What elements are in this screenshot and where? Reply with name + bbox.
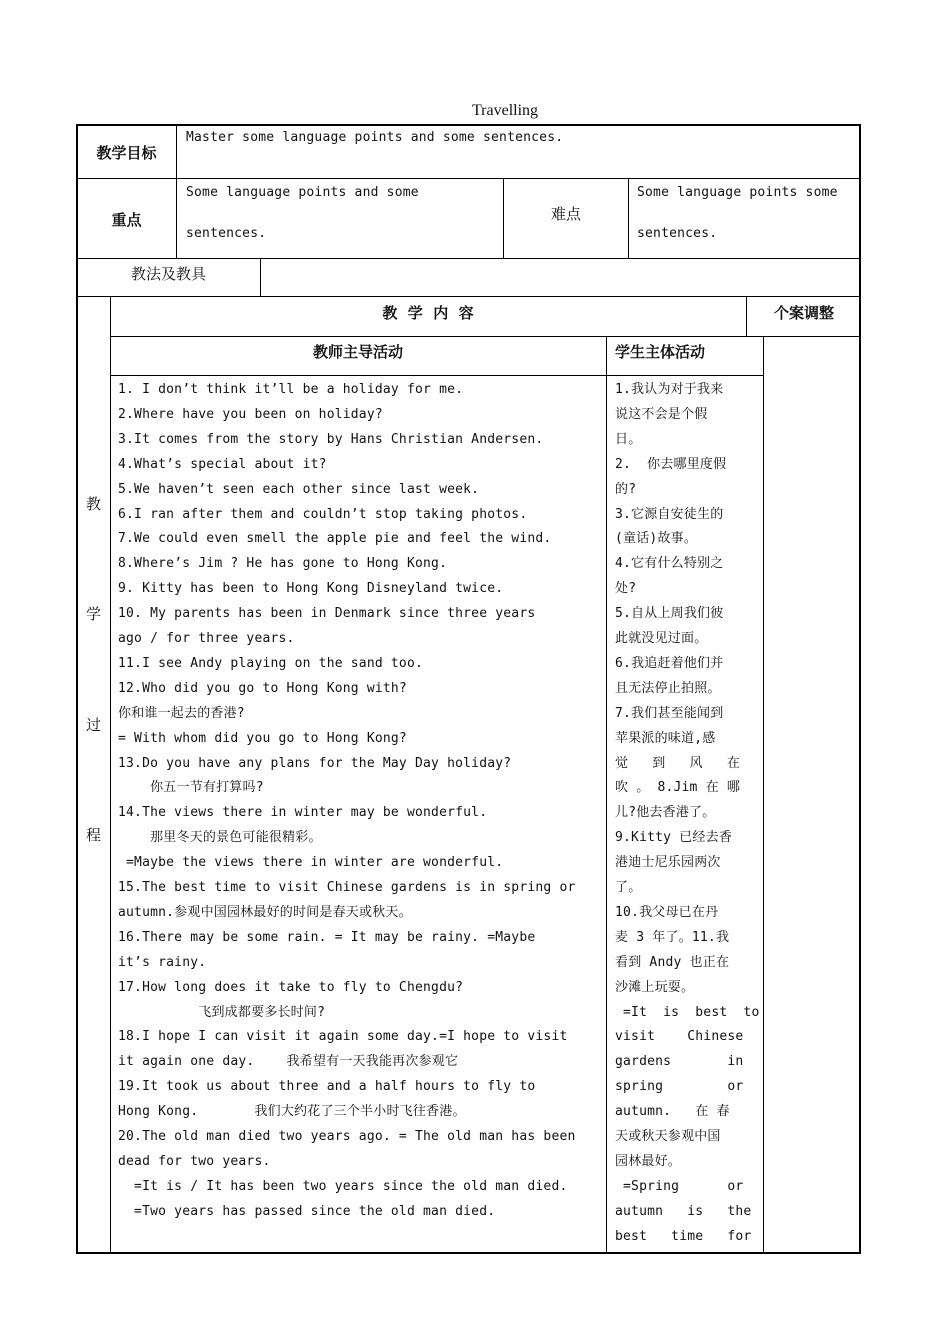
student-line: 麦 3 年了。11.我: [615, 929, 730, 945]
student-line: (童话)故事。: [615, 531, 698, 547]
col-divider: [176, 124, 177, 258]
col-divider: [110, 296, 111, 1254]
student-line: =It is best to: [615, 1004, 760, 1020]
content-header: 教 学 内 容: [382, 304, 474, 322]
teacher-line: 7.We could even smell the apple pie and feel the wind.: [118, 531, 552, 547]
document-title: Travelling: [471, 102, 539, 119]
row-divider: [76, 296, 861, 297]
student-line: 说这不会是个假: [615, 406, 708, 422]
student-line: =Spring or: [615, 1178, 744, 1194]
row-divider: [110, 375, 763, 376]
student-line: 觉 到 风 在: [615, 755, 741, 771]
teacher-line: 14.The views there in winter may be wonderful.: [118, 805, 488, 821]
teacher-line: =Two years has passed since the old man died.: [118, 1203, 496, 1219]
teacher-line: 8.Where’s Jim ? He has gone to Hong Kong.: [118, 556, 448, 572]
student-line: visit Chinese: [615, 1029, 744, 1045]
teacher-header: 教师主导活动: [312, 343, 403, 361]
teacher-line: dead for two years.: [118, 1153, 271, 1169]
teacher-line: 11.I see Andy playing on the sand too.: [118, 655, 424, 671]
teacher-line: 9. Kitty has been to Hong Kong Disneyland twice.: [118, 581, 504, 597]
objective-label: 教学目标: [96, 144, 157, 162]
row-divider: [76, 258, 861, 259]
process-label-char: 程: [85, 826, 101, 844]
student-line: 4.它有什么特别之: [615, 556, 724, 572]
teacher-line: it’s rainy.: [118, 954, 207, 970]
student-line: 港迪士尼乐园两次: [615, 855, 721, 871]
student-line: 日。: [615, 431, 642, 447]
student-line: 1.我认为对于我来: [615, 382, 724, 397]
student-header: 学生主体活动: [615, 343, 706, 361]
adjust-header: 个案调整: [773, 304, 834, 322]
process-label-char: 过: [85, 716, 101, 734]
student-line: 处?: [615, 581, 637, 597]
student-line: 且无法停止拍照。: [615, 680, 721, 696]
teacher-line: 4.What’s special about it?: [118, 456, 327, 472]
student-line: autumn. 在 春: [615, 1104, 730, 1120]
student-line: 沙滩上玩耍。: [615, 979, 695, 995]
teacher-line: 20.The old man died two years ago. = The old man has been: [118, 1129, 576, 1144]
key-points-line2: sentences.: [186, 226, 267, 241]
row-divider: [110, 336, 861, 337]
teacher-line: 6.I ran after them and couldn’t stop taking photos.: [118, 506, 528, 522]
objective-value: Master some language points and some sentences.: [186, 130, 564, 145]
student-line: autumn is the: [615, 1203, 752, 1219]
student-line: 的?: [615, 481, 637, 497]
student-line: 9.Kitty 已经去香: [615, 830, 733, 846]
student-line: best time for: [615, 1228, 752, 1244]
col-divider: [606, 336, 607, 1254]
student-line: 3.它源自安徒生的: [615, 506, 724, 522]
teacher-line: 10. My parents has been in Denmark since three years: [118, 606, 536, 622]
student-line: 此就没见过面。: [615, 631, 708, 646]
key-points-label: 重点: [111, 211, 142, 229]
key-points-line1: Some language points and some: [186, 185, 419, 200]
teacher-line: 飞到成都要多长时间?: [118, 1004, 326, 1020]
student-line: spring or: [615, 1079, 744, 1095]
row-divider: [76, 178, 861, 179]
teacher-line: ago / for three years.: [118, 631, 295, 646]
student-line: 园林最好。: [615, 1153, 682, 1169]
student-line: 了。: [615, 880, 642, 895]
difficulties-label: 难点: [550, 205, 581, 223]
teacher-line: 12.Who did you go to Hong Kong with?: [118, 680, 407, 696]
teacher-line: 17.How long does it take to fly to Chengdu?: [118, 979, 464, 995]
teacher-line: 1. I don’t think it’ll be a holiday for me.: [118, 382, 464, 397]
teacher-line: autumn.参观中国园林最好的时间是春天或秋天。: [118, 904, 412, 920]
student-line: 吹 。 8.Jim 在 哪: [615, 780, 741, 796]
student-line: 6.我追赶着他们并: [615, 655, 724, 671]
col-divider: [260, 258, 261, 296]
teacher-line: 15.The best time to visit Chinese gardens is in spring or: [118, 880, 576, 895]
teacher-line: = With whom did you go to Hong Kong?: [118, 730, 407, 746]
teacher-line: 3.It comes from the story by Hans Christian Andersen.: [118, 431, 544, 447]
teacher-line: 2.Where have you been on holiday?: [118, 406, 383, 422]
teacher-line: 19.It took us about three and a half hours to fly to: [118, 1079, 536, 1095]
process-label-char: 教: [85, 495, 101, 513]
difficulties-line1: Some language points some: [637, 185, 838, 200]
student-line: 看到 Andy 也正在: [615, 954, 730, 970]
col-divider: [628, 178, 629, 258]
student-line: 5.自从上周我们彼: [615, 606, 724, 622]
teacher-line: =Maybe the views there in winter are wonderful.: [118, 855, 504, 871]
teacher-line: 你五一节有打算吗?: [118, 780, 264, 796]
student-line: 7.我们甚至能闻到: [615, 705, 724, 721]
teacher-line: =It is / It has been two years since the old man died.: [118, 1178, 568, 1194]
teacher-line: 那里冬天的景色可能很精彩。: [118, 830, 322, 846]
col-divider: [763, 336, 764, 1254]
student-line: 天或秋天参观中国: [615, 1129, 721, 1144]
student-line: gardens in: [615, 1054, 744, 1070]
methods-label: 教法及教具: [130, 265, 206, 283]
process-label-char: 学: [85, 605, 101, 623]
teacher-line: it again one day. 我希望有一天我能再次参观它: [118, 1054, 459, 1070]
teacher-line: 你和谁一起去的香港?: [118, 705, 245, 721]
difficulties-line2: sentences.: [637, 226, 718, 241]
student-line: 苹果派的味道,感: [615, 730, 716, 746]
teacher-line: 18.I hope I can visit it again some day.=I hope to visit: [118, 1029, 568, 1045]
teacher-line: 5.We haven’t seen each other since last week.: [118, 481, 480, 497]
teacher-line: 16.There may be some rain. = It may be rainy. =Maybe: [118, 929, 536, 945]
student-line: 2. 你去哪里度假: [615, 456, 727, 472]
teacher-line: 13.Do you have any plans for the May Day holiday?: [118, 755, 512, 771]
student-line: 10.我父母已在丹: [615, 904, 719, 920]
student-line: 儿?他去香港了。: [615, 805, 716, 821]
teacher-line: Hong Kong. 我们大约花了三个半小时飞往香港。: [118, 1104, 466, 1120]
